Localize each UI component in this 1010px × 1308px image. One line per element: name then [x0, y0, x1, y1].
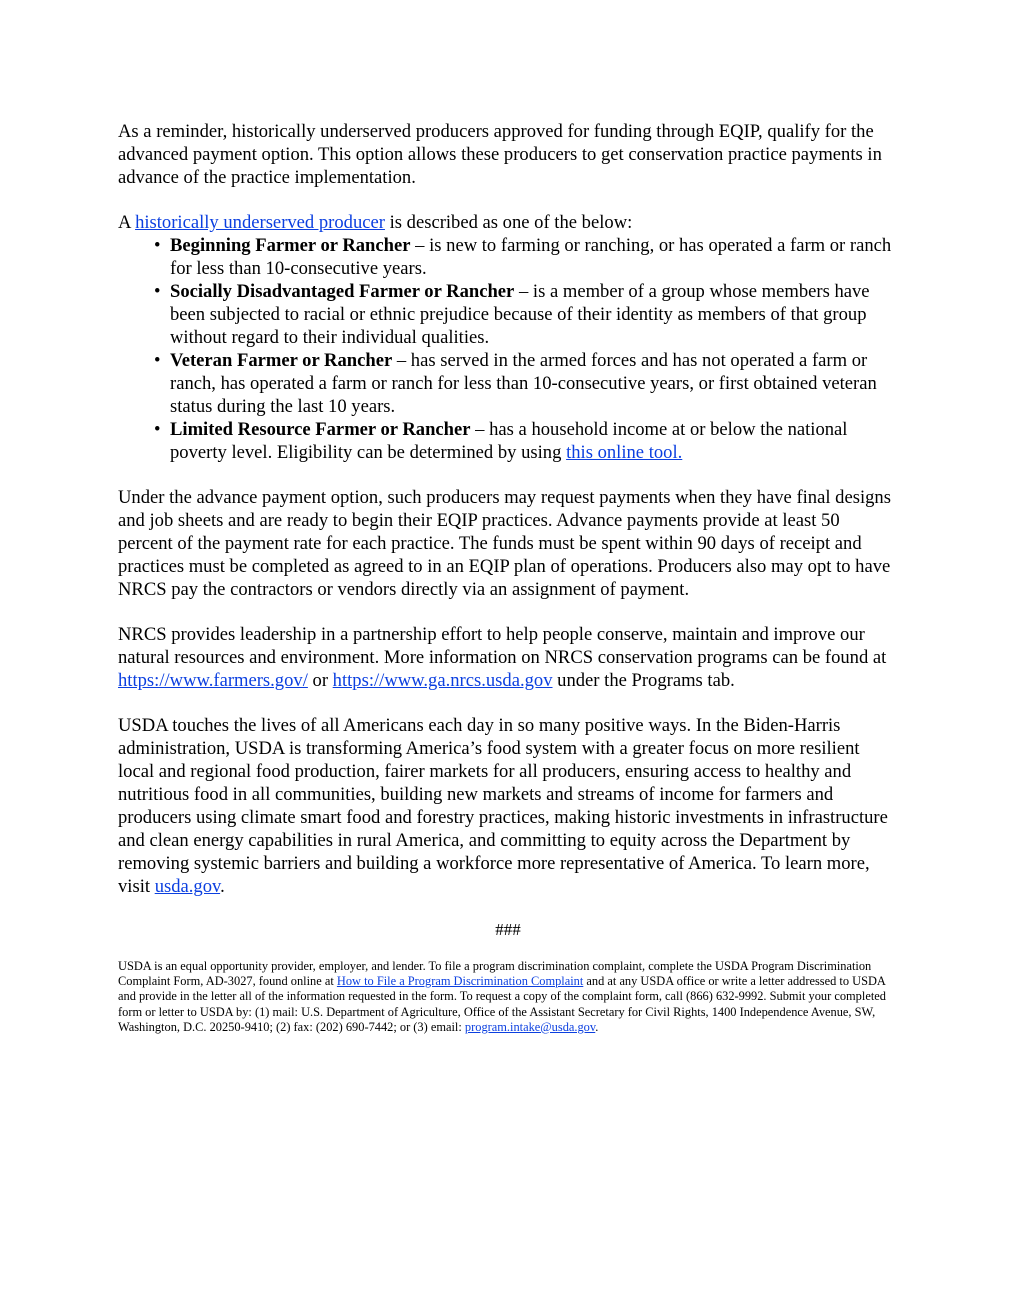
usda-paragraph	[118, 714, 898, 898]
historically-underserved-link[interactable]: historically underserved producer	[135, 212, 385, 233]
footer-suffix: .	[595, 1019, 599, 1034]
bullet-term: Beginning Farmer or Rancher	[170, 235, 411, 256]
discrimination-complaint-link[interactable]: How to File a Program Discrimination Complaint	[336, 974, 584, 989]
list-item	[118, 280, 898, 349]
definition-intro	[118, 211, 898, 234]
bullet-desc: – is a member of a group whose members have been subjected to racial or ethnic prejudice because of their identity as members of that group without regard to their individual qualities.	[170, 281, 870, 348]
bullet-term: Veteran Farmer or Rancher	[170, 350, 393, 371]
bullet-icon: •	[154, 419, 161, 440]
online-tool-link[interactable]: this online tool.	[566, 442, 683, 463]
bullet-desc: – has a household income at or below the national poverty level. Eligibility can be determined by using	[170, 419, 848, 463]
ga-nrcs-link[interactable]: https://www.ga.nrcs.usda.gov	[332, 670, 553, 691]
nondiscrimination-statement	[118, 959, 893, 1035]
bullet-icon: •	[154, 235, 161, 256]
nrcs-text: NRCS provides leadership in a partnership effort to help people conserve, maintain and improve our natural resources and environment. More information on NRCS conservation programs can be found at	[118, 624, 887, 668]
bullet-icon: •	[154, 281, 161, 302]
document-page	[118, 120, 898, 1035]
bullet-icon: •	[154, 350, 161, 371]
list-item	[118, 418, 898, 464]
farmers-gov-link[interactable]: https://www.farmers.gov/	[118, 670, 308, 691]
usda-suffix: .	[220, 876, 225, 897]
usda-gov-link[interactable]: usda.gov	[154, 876, 221, 897]
nrcs-suffix: under the Programs tab.	[552, 670, 735, 691]
nrcs-paragraph	[118, 623, 898, 692]
end-marker: ###	[495, 920, 521, 939]
definition-suffix: is described as one of the below:	[384, 212, 633, 233]
bullet-desc: – has served in the armed forces and has not operated a farm or ranch, has operated a farm or ranch for less than 10-consecutive years, or first obtained veteran status during the last 10 years.	[170, 350, 877, 417]
producer-types-list	[118, 234, 898, 464]
usda-text: USDA touches the lives of all Americans each day in so many positive ways. In the Biden-Harris administration, USDA is transforming America’s food system with a greater focus on more resilient local and regional food production, fairer markets for all producers, ensuring access to healthy and nutritious food in all communities, building new markets and streams of income for farmers and producers using climate smart food and forestry practices, making historic investments in infrastructure and clean energy capabilities in rural America, and committing to equity across the Department by removing systemic barriers and building a workforce more representative of America. To learn more, visit	[118, 715, 888, 897]
nrcs-mid: or	[307, 670, 333, 691]
footer-text-2: and at any USDA office or write a letter addressed to USDA and provide in the letter all of the information requested in the form. To request a copy of the complaint form, call (866) 632-9992. Submit your completed form or letter to USDA by: (1) mail: U.S. Department of Agriculture, Office of the Assistant Secretary for Civil Rights, 1400 Independence Avenue, SW, Washington, D.C. 20250-9410; (2) fax: (202) 690-7442; or (3) email:	[118, 974, 886, 1034]
bullet-desc: – is new to farming or ranching, or has operated a farm or ranch for less than 10-consecutive years.	[170, 235, 892, 279]
advance-payment-paragraph: Under the advance payment option, such producers may request payments when they have final designs and job sheets and are ready to begin their EQIP practices. Advance payments provide at least 50 percent of the payment rate for each practice. The funds must be spent within 90 days of receipt and practices must be completed as agreed to in an EQIP plan of operations. Producers also may opt to have NRCS pay the contractors or vendors directly via an assignment of payment.	[118, 487, 891, 600]
program-intake-email-link[interactable]: program.intake@usda.gov	[464, 1019, 596, 1034]
bullet-term: Limited Resource Farmer or Rancher	[170, 419, 471, 440]
list-item	[118, 234, 898, 280]
list-item	[118, 349, 898, 418]
definition-prefix: A	[118, 212, 136, 233]
footer-text-1: USDA is an equal opportunity provider, employer, and lender. To file a program discrimination complaint, complete the USDA Program Discrimination Complaint Form, AD-3027, found online at	[118, 959, 872, 989]
bullet-term: Socially Disadvantaged Farmer or Rancher	[170, 281, 515, 302]
intro-paragraph: As a reminder, historically underserved producers approved for funding through EQIP, qualify for the advanced payment option. This option allows these producers to get conservation practice payments in advance of the practice implementation.	[118, 121, 882, 188]
